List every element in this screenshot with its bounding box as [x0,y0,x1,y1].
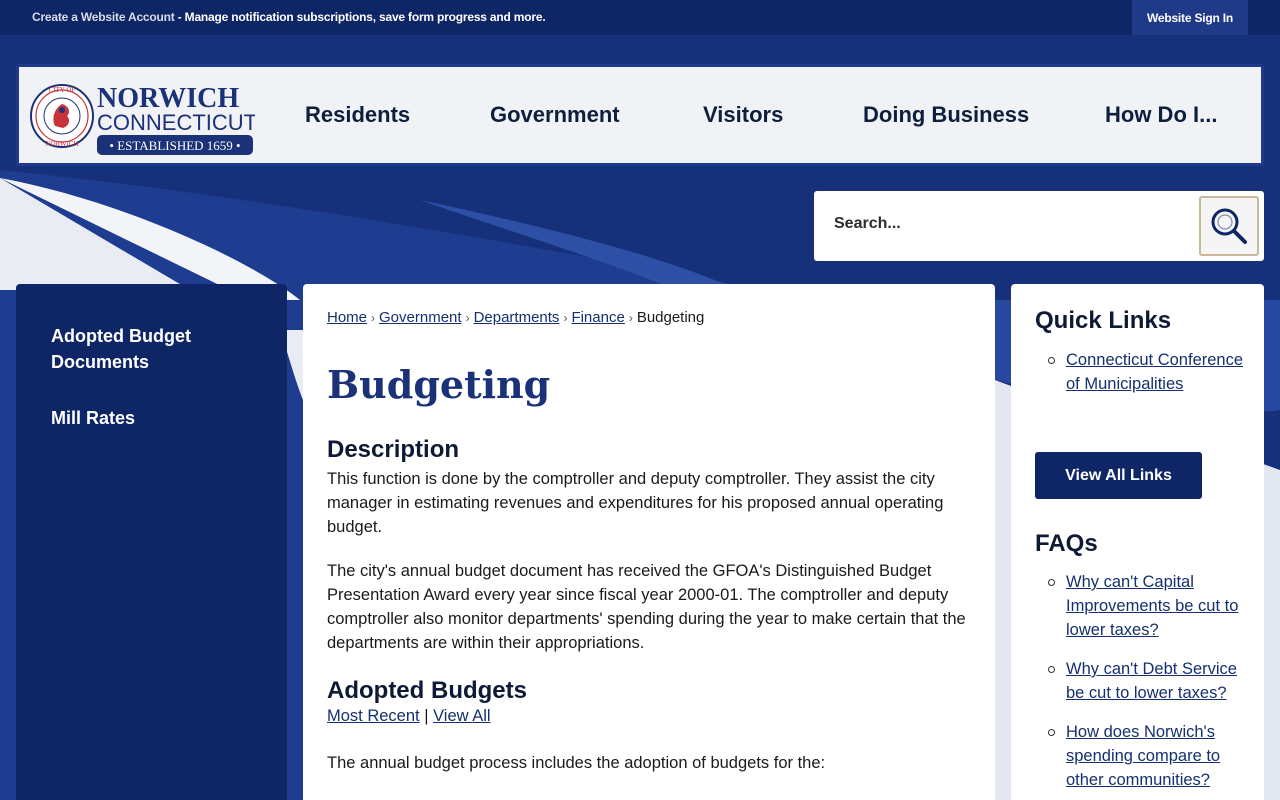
most-recent-link[interactable]: Most Recent [327,707,420,725]
breadcrumb-separator: › [628,311,633,325]
seal-text-bottom: NORWICH [45,140,79,148]
nav-item-doing-business[interactable]: Doing Business [863,102,1030,127]
city-seal-icon [29,74,255,158]
list-item [1035,720,1245,792]
norwich-logo[interactable] [29,74,255,158]
breadcrumb [327,309,704,326]
sign-in-button[interactable]: Website Sign In [1132,0,1248,35]
quick-link-ccm[interactable]: Connecticut Conference of Municipalities [1066,351,1244,393]
budget-process-paragraph: The annual budget process includes the adoption of budgets for the: [327,754,826,772]
breadcrumb-finance[interactable]: Finance [571,309,625,326]
search-button[interactable] [1199,196,1259,256]
logo-name-line1: NORWICH [97,83,240,114]
description-paragraph-2: The city's annual budget document has received the GFOA's Distinguished Budget Presentation Award every year since fiscal year 2000-01. The comptroller and deputy comptroller also monitor departments' spending during the year to make certain that the departments are within their appropriations. [327,562,966,652]
seal-text-top: CITY OF [48,86,76,94]
breadcrumb-home[interactable]: Home [327,309,368,326]
breadcrumb-current: Budgeting [636,309,705,326]
faqs-heading: FAQs [1035,530,1098,557]
faqs-list [1035,570,1245,800]
search-icon [1209,206,1249,246]
sidebar-item-mill-rates[interactable]: Mill Rates [51,408,136,428]
nav-item-government[interactable]: Government [490,102,620,127]
site-header [16,64,1264,166]
account-banner-description: - Manage notification subscriptions, save form progress and more. [174,10,546,24]
list-item [1035,348,1245,396]
description-heading: Description [327,436,460,463]
nav-item-how-do-i[interactable]: How Do I... [1105,102,1218,127]
quick-links-list [1035,348,1245,411]
breadcrumb-separator: › [465,311,470,325]
description-paragraph-1: This function is done by the comptroller and deputy comptroller. They assist the city manager in estimating revenues and expenditures for his proposed annual operating budget. [327,470,944,536]
account-banner [32,10,545,24]
faq-link-spending-comparison[interactable]: How does Norwich's spending compare to other communities? [1066,723,1221,789]
breadcrumb-departments[interactable]: Departments [473,309,560,326]
search-input[interactable] [834,215,1174,233]
view-all-link[interactable]: View All [433,707,491,725]
logo-name-line2: CONNECTICUT [97,110,255,135]
main-content [303,284,995,800]
nav-item-residents[interactable]: Residents [305,102,411,127]
search-box [814,191,1264,261]
left-sidebar [16,284,287,800]
right-sidebar [1011,284,1264,800]
list-item [1035,657,1245,705]
nav-item-visitors[interactable]: Visitors [703,102,784,127]
top-bar [0,0,1280,35]
sidebar-item-adopted-budget-documents[interactable]: Adopted Budget Documents [51,326,191,372]
links-separator: | [419,707,434,725]
adopted-budgets-heading: Adopted Budgets [327,677,527,704]
breadcrumb-government[interactable]: Government [379,309,462,326]
logo-established: • ESTABLISHED 1659 • [109,138,241,153]
breadcrumb-separator: › [371,311,376,325]
quick-links-heading: Quick Links [1035,307,1172,334]
page-title: Budgeting [327,362,551,407]
faq-link-capital-improvements[interactable]: Why can't Capital Improvements be cut to lower taxes? [1066,573,1239,639]
faq-link-debt-service[interactable]: Why can't Debt Service be cut to lower taxes? [1066,660,1237,702]
create-account-link[interactable]: Create a Website Account [32,10,175,24]
adopted-budgets-links [327,707,491,726]
list-item [1035,570,1245,642]
breadcrumb-separator: › [563,311,568,325]
view-all-links-button[interactable]: View All Links [1035,452,1202,499]
